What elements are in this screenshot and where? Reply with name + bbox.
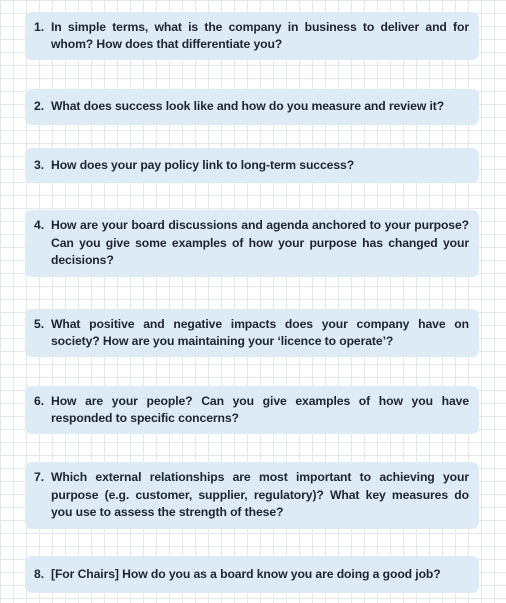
question-number: 4.	[34, 218, 45, 233]
question-card-4	[25, 210, 479, 277]
question-number: 3.	[34, 157, 45, 172]
question-card-8	[25, 556, 479, 593]
question-card-6	[25, 386, 479, 434]
question-text: How are your people? Can you give examples of how you have responded to specific concerns?	[51, 393, 469, 425]
question-row	[34, 393, 469, 428]
question-card-1	[25, 12, 479, 60]
question-number: 8.	[34, 566, 45, 581]
question-row	[34, 217, 469, 270]
question-card-7	[25, 462, 479, 529]
question-row	[34, 316, 469, 351]
question-card-3	[25, 148, 479, 183]
question-row	[34, 566, 469, 584]
question-number: 2.	[34, 99, 45, 114]
question-number: 1.	[34, 19, 45, 34]
question-card-5	[25, 309, 479, 357]
question-row	[34, 19, 469, 54]
question-row	[34, 157, 469, 175]
question-card-2	[25, 89, 479, 125]
question-text: In simple terms, what is the company in business to deliver and for whom? How does that differentiate you?	[51, 19, 469, 51]
question-row	[34, 469, 469, 522]
question-text: How are your board discussions and agenda anchored to your purpose? Can you give some examples of how your purpose has changed your decisions?	[51, 218, 469, 268]
question-number: 6.	[34, 393, 45, 408]
question-text: What does success look like and how do you measure and review it?	[51, 99, 445, 114]
question-text: Which external relationships are most important to achieving your purpose (e.g. customer, supplier, regulatory)? What key measures do you use to assess the strength of these?	[51, 470, 469, 520]
question-number: 7.	[34, 470, 45, 485]
question-text: How does your pay policy link to long-term success?	[51, 157, 355, 172]
question-text: What positive and negative impacts does your company have on society? How are you maintaining your ‘licence to operate’?	[51, 316, 469, 348]
question-number: 5.	[34, 316, 45, 331]
question-row	[34, 98, 469, 116]
question-text: [For Chairs] How do you as a board know you are doing a good job?	[51, 566, 441, 581]
